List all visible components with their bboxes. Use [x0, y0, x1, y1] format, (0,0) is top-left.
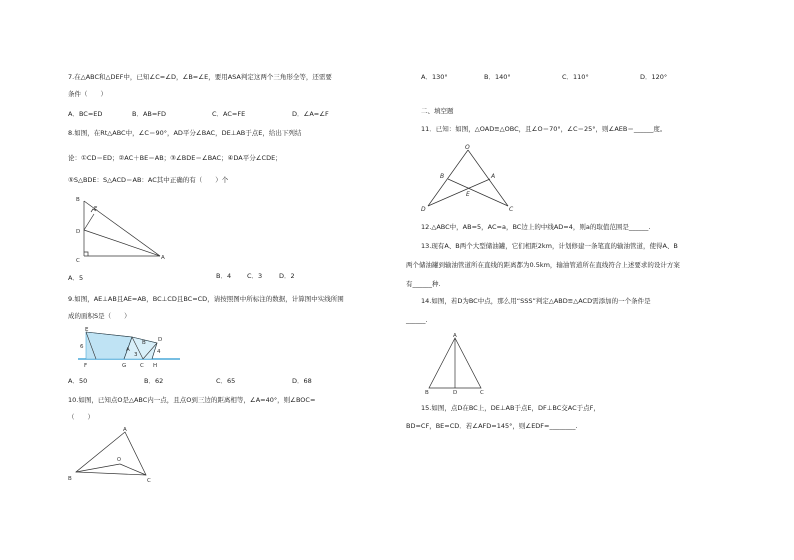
q11-line1: 11．已知：如图，△OAD≌△OBC，且∠O＝70°，∠C＝25°，则∠AEB＝______度。 — [421, 125, 667, 133]
q9-label-6: 6 — [80, 344, 84, 350]
q10-label-a: A — [123, 427, 127, 433]
q8-line2: 论：①CD＝ED；②AC＋BE＝AB；③∠BDE＝∠BAC；④DA平分∠CDE； — [68, 154, 282, 162]
q10-figure — [66, 424, 162, 484]
q10-line2: （ ） — [68, 413, 94, 421]
q8-label-e: E — [94, 206, 98, 212]
q10-triangle-abc — [76, 432, 146, 475]
q13-line3: 有______种. — [406, 280, 441, 288]
q7-option-c: C．AC=FE — [212, 110, 246, 118]
q11-label-a: A — [491, 173, 496, 180]
q14-label-c: C — [480, 390, 484, 396]
q10-option-d: D．120° — [640, 73, 668, 81]
q10-option-b: B．140° — [484, 73, 511, 81]
q8-label-c: C — [76, 258, 80, 263]
q15-line1: 15.如图，点D在BC上，DE⊥AB于点E，DF⊥BC交AC于点F， — [421, 404, 600, 412]
q11-segment-cb — [448, 179, 508, 206]
q9-label-e: E — [85, 327, 89, 333]
q9-option-c: C．65 — [216, 377, 236, 385]
q9-label-h: H — [153, 363, 158, 369]
q14-label-a: A — [453, 333, 457, 339]
q9-label-f: F — [84, 363, 88, 369]
q9-option-d: D．68 — [292, 377, 312, 385]
q13-line1: 13.现有A、B两个大型储油罐，它们相距2km，计划修建一条笔直的输油管道，使得A、B — [421, 242, 678, 250]
q7-line1: 7.在△ABC和△DEF中，已知∠C=∠D，∠B=∠E，要用ASA判定这两个三角形全等，还需要 — [68, 73, 332, 81]
q13-line2: 两个储油罐到输油管道所在直线的距离都为0.5km，输油管道所在直线符合上述要求的设计方案 — [406, 261, 680, 269]
q10-segment-bo — [76, 464, 120, 472]
q8-right-angle-c — [84, 252, 88, 256]
q8-option-c: C．3 — [247, 272, 263, 280]
q9-label-3: 3 — [134, 352, 138, 358]
q9-line2: 成的面积S是（ ） — [68, 312, 131, 320]
q8-line3: ⑤S△BDE：S△ACD＝AB：AC其中正确的有（ ）个 — [68, 176, 229, 184]
q10-label-c: C — [147, 478, 151, 484]
q9-label-d: D — [158, 337, 163, 343]
q9-label-4: 4 — [157, 349, 161, 355]
q10-segment-co — [120, 464, 146, 475]
q11-label-b: B — [440, 173, 445, 180]
q9-label-a: A — [126, 347, 130, 353]
q8-option-a: A．5 — [68, 274, 84, 282]
q10-option-a: A．130° — [421, 73, 448, 81]
q14-label-d: D — [453, 390, 458, 396]
q14-figure — [420, 330, 490, 396]
q9-figure — [76, 323, 180, 369]
q8-option-d: D．2 — [279, 272, 295, 280]
q9-option-a: A．50 — [68, 377, 88, 385]
q9-line1: 9.如图，AE⊥AB且AE=AB，BC⊥CD且BC=CD，请按照图中所标注的数据，计算图中实线所围 — [68, 295, 344, 303]
q7-option-a: A．BC=ED — [68, 110, 103, 118]
q9-option-b: B．62 — [144, 377, 164, 385]
q11-edge-oc — [468, 150, 508, 206]
q12-line1: 12.△ABC中，AB=5，AC=a，BC边上的中线AD=4，则a的取值范围是______. — [421, 223, 651, 231]
q8-label-a: A — [161, 255, 165, 261]
q10-label-o: O — [117, 457, 121, 463]
q11-label-d: D — [421, 206, 426, 213]
q11-label-e: E — [466, 191, 470, 198]
q14-line1: 14.如图，若D为BC中点，那么用“SSS”判定△ABD≌△ACD需添加的一个条件是 — [421, 297, 651, 305]
q11-figure — [418, 142, 518, 214]
q8-line1: 8.如图，在Rt△ABC中，∠C＝90°，AD平分∠BAC，DE⊥AB于点E，给出下列结 — [68, 129, 302, 137]
q9-label-g: G — [122, 363, 127, 369]
q8-segment-ad — [84, 230, 160, 256]
q10-option-c: C．110° — [562, 73, 589, 81]
q11-label-c: C — [509, 206, 514, 213]
q9-label-b: B — [142, 340, 146, 346]
q8-option-b: B．4 — [216, 272, 232, 280]
q9-label-c: C — [140, 363, 144, 369]
q7-option-d: D．∠A=∠F — [292, 110, 329, 118]
q14-line2: ______. — [406, 316, 428, 324]
section-title: 二、填空题 — [421, 107, 454, 115]
q14-label-b: B — [425, 390, 429, 396]
q11-label-o: O — [465, 144, 470, 151]
q15-line2: BD=CF，BE=CD．若∠AFD=145°，则∠EDF=________. — [406, 422, 578, 430]
q7-line2: 条件（ ） — [68, 90, 107, 98]
q8-segment-de — [84, 214, 94, 230]
q8-label-b: B — [76, 197, 80, 203]
q7-option-b: B．AB=FD — [132, 110, 167, 118]
q10-label-b: B — [68, 476, 72, 482]
q8-label-d: D — [76, 229, 81, 235]
q10-line1: 10.如图，已知点O是△ABC内一点，且点O到三边的距离相等，∠A=40°，则∠BOC= — [68, 396, 316, 404]
q8-figure — [70, 193, 170, 263]
